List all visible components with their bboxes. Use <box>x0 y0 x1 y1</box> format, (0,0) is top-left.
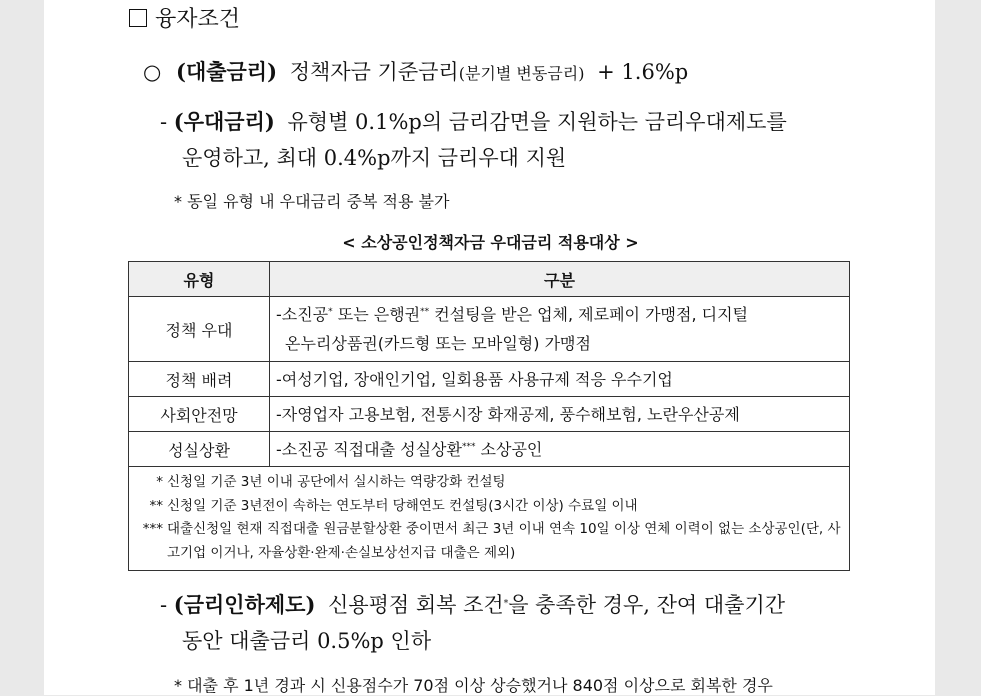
dash-bullet: - <box>160 593 168 617</box>
preferential-rate-label: (우대금리) <box>173 109 275 134</box>
row-desc-text: 컨설팅을 받은 업체, 제로페이 가맹점, 디지털 <box>429 305 749 324</box>
preferential-rate-line2: 운영하고, 최대 0.4%p까지 금리우대 지원 <box>182 146 567 170</box>
footnote-text: 신청일 기준 3년전이 속하는 연도부터 당해연도 컨설팅(3시간 이상) 수료일 이내 <box>167 497 638 514</box>
footnote-mark: * <box>328 307 333 317</box>
table-header-type: 유형 <box>129 262 270 297</box>
footnote <box>133 471 845 495</box>
circle-bullet: ○ <box>143 60 162 84</box>
preferential-rate-table <box>128 261 850 571</box>
table-footnote-row <box>129 467 850 571</box>
footnote-mark: *** <box>142 521 163 537</box>
footnote <box>133 495 845 519</box>
preferential-note: * 동일 유형 내 우대금리 중복 적용 불가 <box>174 192 450 211</box>
rate-cut-item <box>160 587 785 659</box>
footnote-mark: ** <box>420 307 430 317</box>
footnote-mark: ** <box>149 497 163 514</box>
table-title: < 소상공인정책자금 우대금리 적용대상 > <box>342 233 639 252</box>
preferential-rate-item <box>160 104 787 176</box>
footnote-mark: *** <box>461 441 476 452</box>
footnote-text: 신청일 기준 3년 이내 공단에서 실시하는 역량강화 컨설팅 <box>167 474 506 490</box>
footnote-text: 대출신청일 현재 직접대출 원금분할상환 중이면서 최근 3년 이내 연속 10일 이상 연체 이력이 없는 소상공인(단, 사고기업 이거나, 자율상환·완제·손실보상선지급 대출은 제외) <box>167 521 841 561</box>
checkbox-square-icon <box>129 9 147 27</box>
rate-cut-note: * 대출 후 1년 경과 시 신용점수가 70점 이상 상승했거나 840점 이상으로 회복한 경우 <box>174 676 773 695</box>
row-desc <box>270 432 850 467</box>
row-desc <box>270 297 850 362</box>
rate-cut-text: 을 충족한 경우, 잔여 대출기간 <box>508 593 786 617</box>
footnote <box>133 518 845 565</box>
row-desc-line2: 온누리상품권(카드형 또는 모바일형) 가맹점 <box>285 334 591 353</box>
loan-rate-spread: + 1.6%p <box>597 60 689 84</box>
table-row <box>129 297 850 362</box>
section-title: 융자조건 <box>155 7 241 32</box>
table-header-row <box>129 262 850 297</box>
section-heading <box>129 2 240 33</box>
table-row <box>129 362 850 397</box>
table-row <box>129 432 850 467</box>
table-row <box>129 397 850 432</box>
row-desc-text: -소진공 직접대출 성실상환 <box>276 439 462 459</box>
row-type: 정책 우대 <box>129 297 270 362</box>
row-desc-text: -소진공 <box>276 305 329 324</box>
row-desc: -자영업자 고용보험, 전통시장 화재공제, 풍수해보험, 노란우산공제 <box>270 397 850 432</box>
rate-cut-label: (금리인하제도) <box>173 592 316 617</box>
row-type: 성실상환 <box>129 432 270 467</box>
row-desc: -여성기업, 장애인기업, 일회용품 사용규제 적응 우수기업 <box>270 362 850 397</box>
row-desc-text: 또는 은행권 <box>332 305 421 324</box>
table-footnotes <box>129 467 850 571</box>
loan-rate-note: (분기별 변동금리) <box>458 64 585 83</box>
rate-cut-line2: 동안 대출금리 0.5%p 인하 <box>182 629 432 653</box>
table-header-category: 구분 <box>270 262 850 297</box>
row-desc-text: 소상공인 <box>475 439 543 459</box>
rate-cut-line1 <box>328 593 785 617</box>
footnote-mark: * <box>156 474 163 490</box>
dash-bullet: - <box>160 110 168 134</box>
row-type: 정책 배려 <box>129 362 270 397</box>
row-type: 사회안전망 <box>129 397 270 432</box>
loan-rate-item <box>143 56 688 86</box>
loan-rate-text: 정책자금 기준금리 <box>289 60 459 84</box>
rate-cut-text: 신용평점 회복 조건 <box>328 593 504 617</box>
loan-rate-label: (대출금리) <box>176 59 278 84</box>
preferential-rate-line1: 유형별 0.1%p의 금리감면을 지원하는 금리우대제도를 <box>287 110 787 134</box>
footnote-mark: * <box>503 599 509 609</box>
